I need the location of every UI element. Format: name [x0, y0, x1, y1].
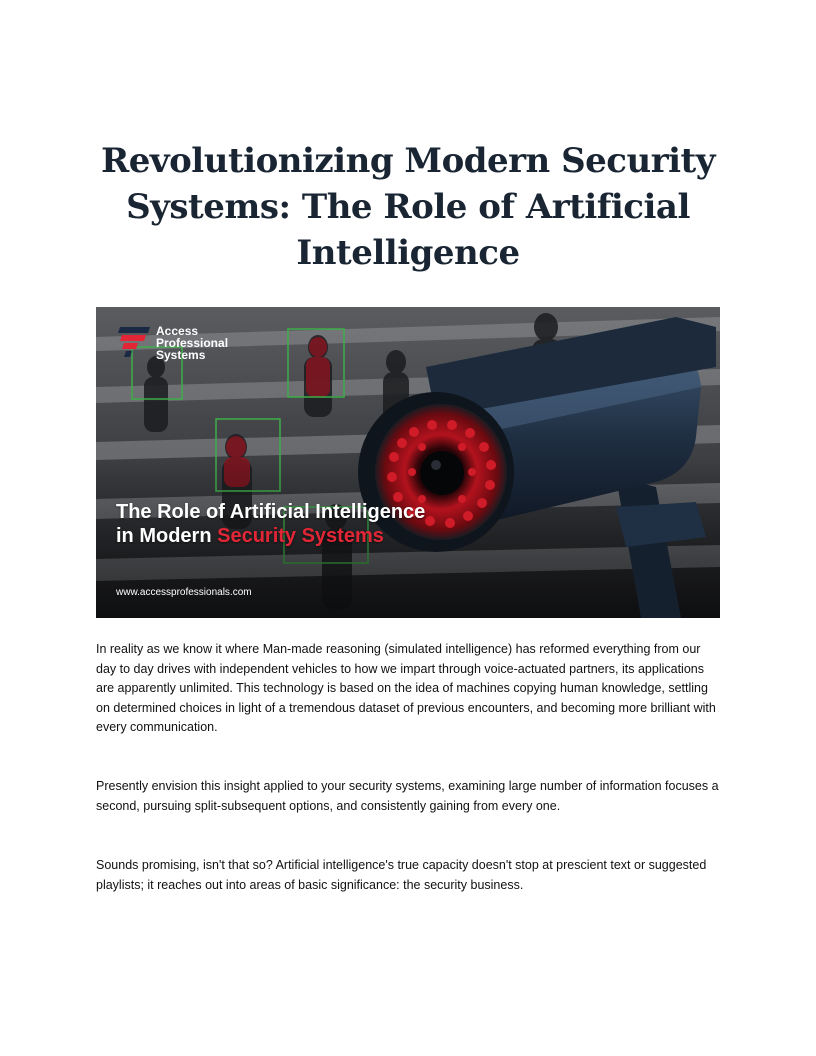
hero-headline-line-2 — [116, 524, 536, 548]
hero-headline-line-1: The Role of Artificial Intelligence — [116, 501, 426, 523]
brand-mark-icon — [116, 325, 150, 357]
brand-line-1: Access — [156, 324, 199, 338]
paragraph-1: In reality as we know it where Man-made reasoning (simulated intelligence) has reformed everything from our day to day drives with independent vehicles to how we impart through voice-actuated partners, its applications are apparently unlimited. This technology is based on the idea of machines copying human knowledge, settling on determined choices in light of a tremendous dataset of previous encounters, and becoming more brilliant with every communication. — [96, 642, 716, 734]
paragraph-2: Presently envision this insight applied to your security systems, examining large number of information focuses a second, pursuing split-subsequent options, and consistently gaining from every one. — [96, 779, 719, 813]
brand-line-3: Systems — [156, 348, 206, 362]
paragraph-3: Sounds promising, isn't that so? Artificial intelligence's true capacity doesn't stop at prescient text or suggested playlists; it reaches out into areas of basic significance: the security business. — [96, 858, 707, 892]
hero-headline — [116, 500, 536, 548]
brand-logo — [116, 325, 246, 361]
brand-line-2: Professional — [156, 336, 229, 350]
brand-name — [156, 325, 246, 361]
hero-headline-prefix: in Modern — [116, 525, 218, 547]
hero-image — [96, 307, 720, 618]
page-title: Revolutionizing Modern Security Systems: The Role of Artificial Intelligence — [100, 141, 716, 273]
hero-website-url: www.accessprofessionals.com — [116, 587, 252, 598]
hero-headline-accent: Security Systems — [217, 525, 384, 547]
